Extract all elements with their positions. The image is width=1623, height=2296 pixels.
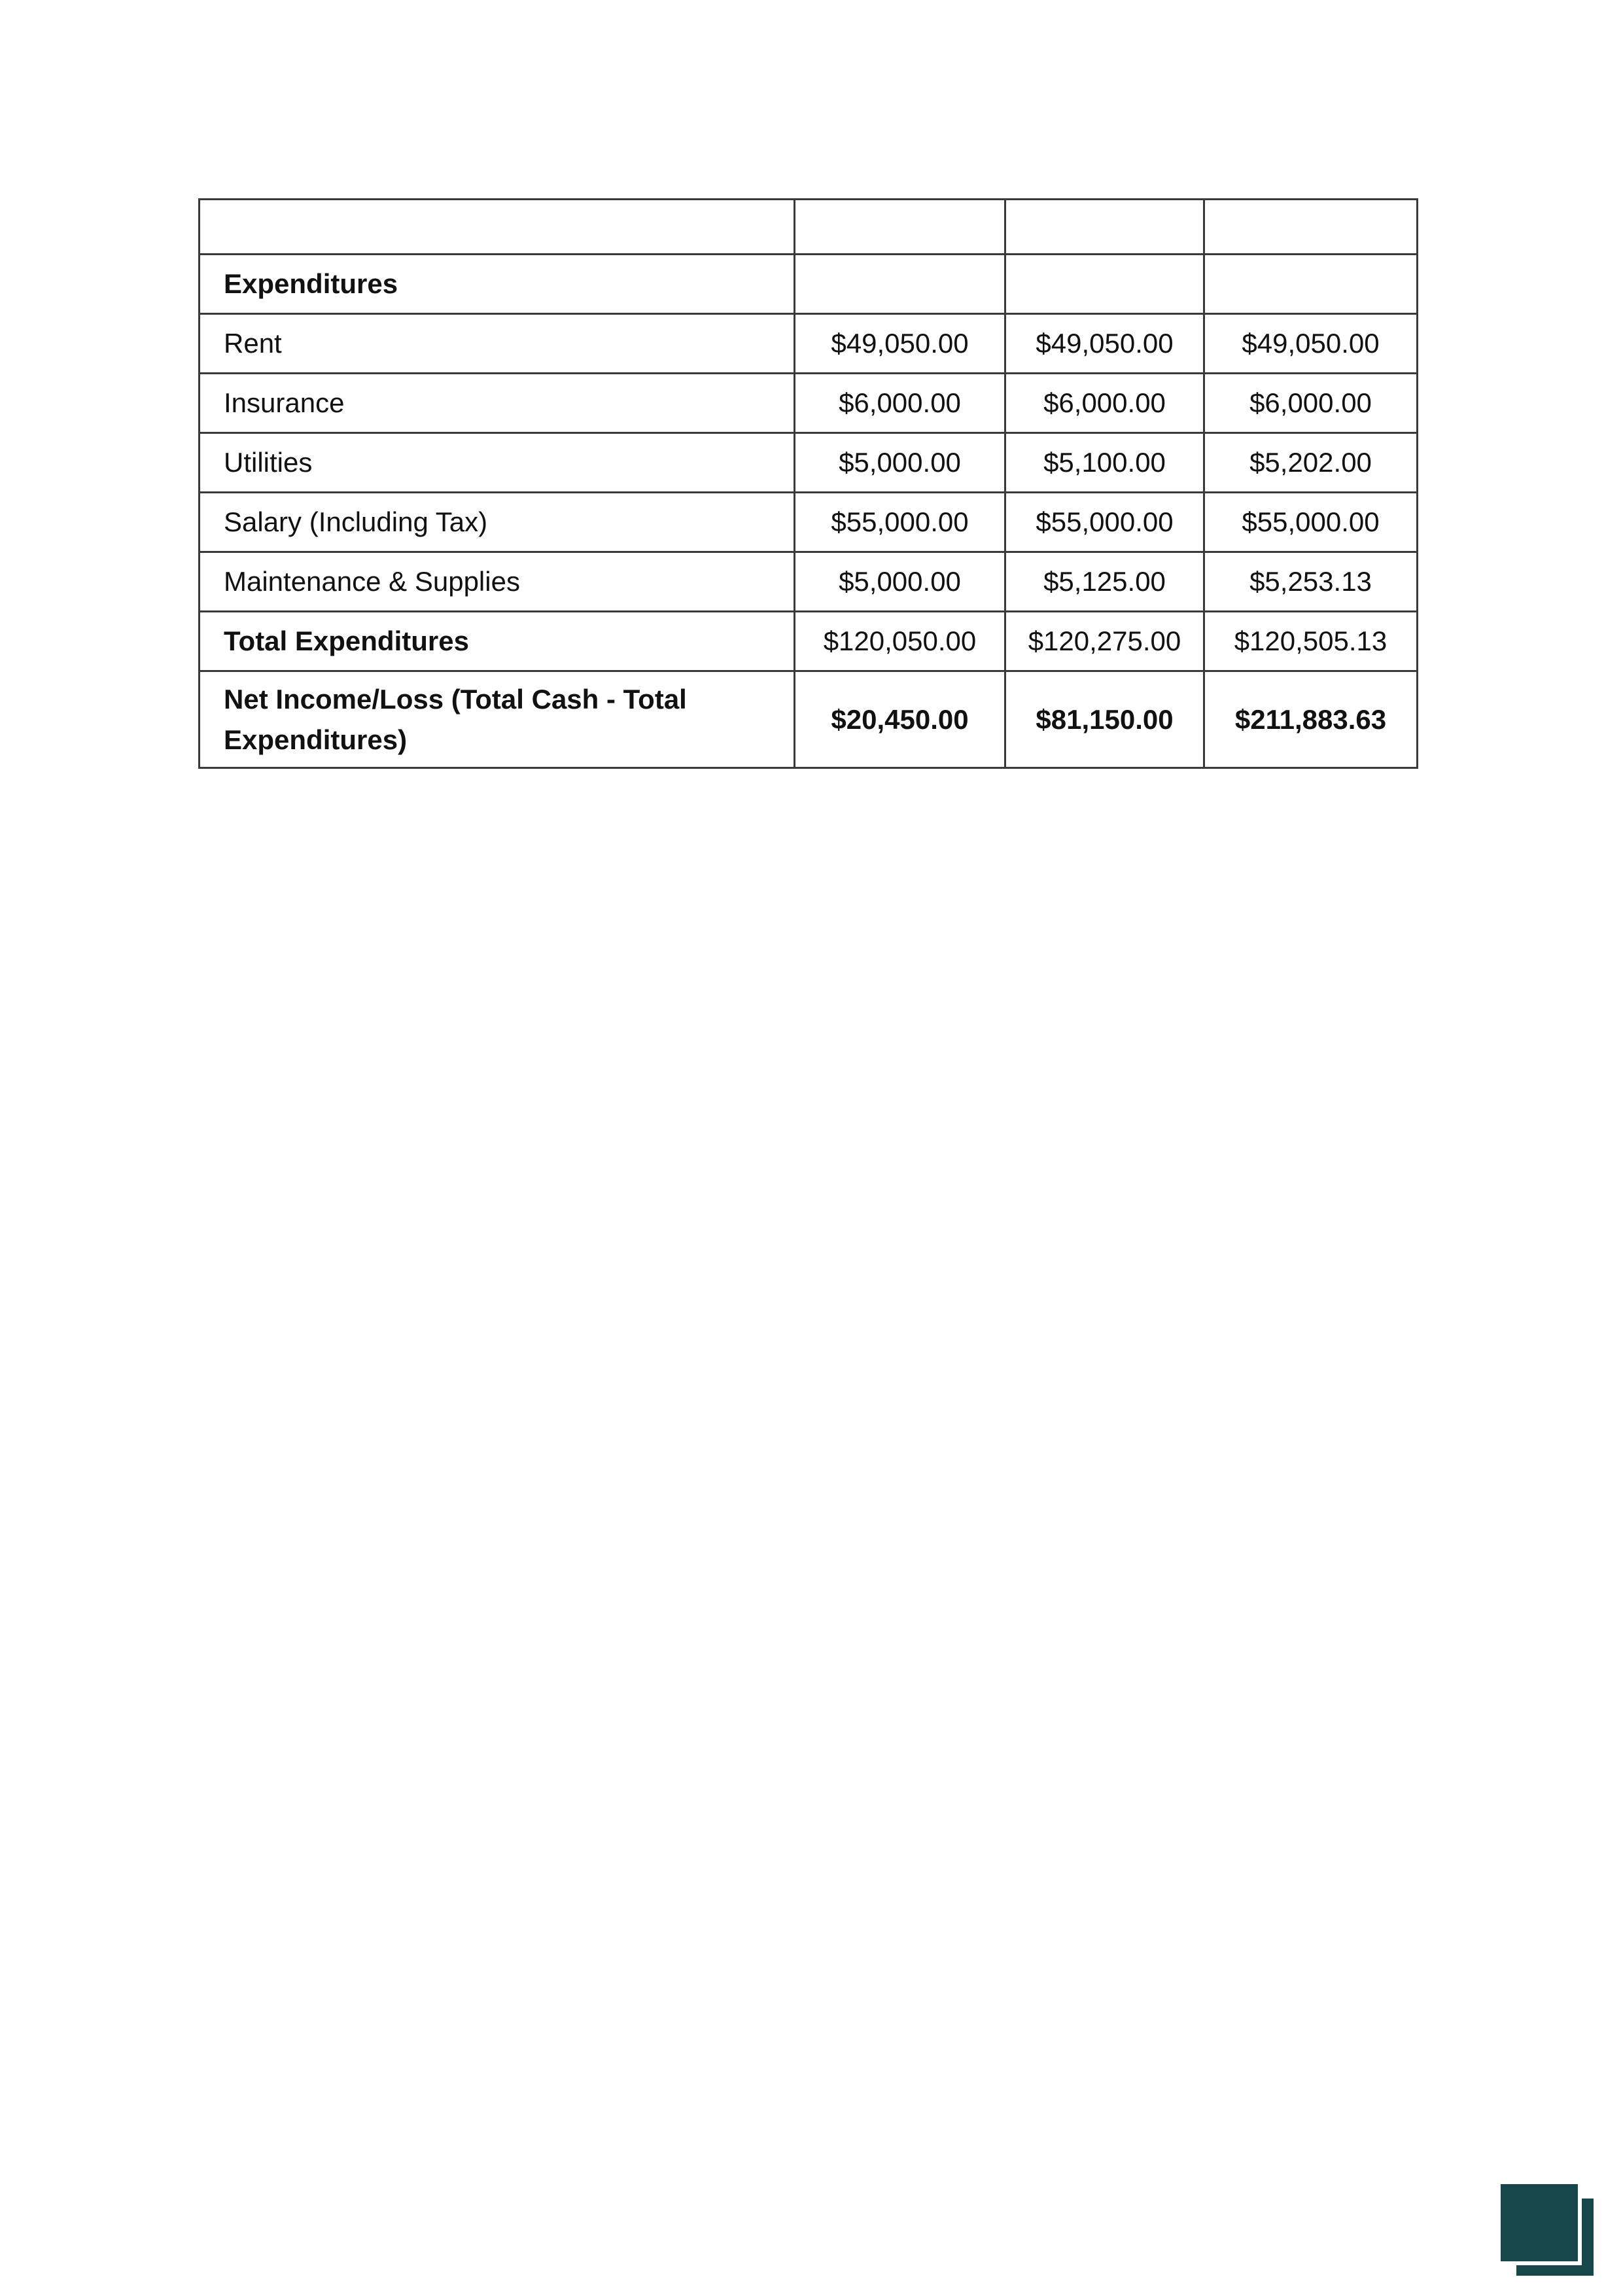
row-value: $5,253.13	[1204, 552, 1418, 612]
row-label: Utilities	[200, 433, 795, 493]
row-value: $49,050.00	[1204, 314, 1418, 374]
row-value: $55,000.00	[1005, 493, 1204, 552]
header-cell	[200, 200, 795, 255]
header-cell	[1204, 200, 1418, 255]
empty-cell	[1005, 255, 1204, 314]
row-label: Rent	[200, 314, 795, 374]
row-label: Salary (Including Tax)	[200, 493, 795, 552]
row-label: Maintenance & Supplies	[200, 552, 795, 612]
row-value: $6,000.00	[1005, 374, 1204, 433]
row-value: $5,100.00	[1005, 433, 1204, 493]
net-income-value: $81,150.00	[1005, 671, 1204, 768]
row-value: $49,050.00	[1005, 314, 1204, 374]
section-heading: Expenditures	[200, 255, 795, 314]
net-income-row	[200, 671, 1418, 768]
empty-cell	[795, 255, 1005, 314]
table-row	[200, 552, 1418, 612]
empty-cell	[1204, 255, 1418, 314]
table-row	[200, 433, 1418, 493]
net-income-value: $211,883.63	[1204, 671, 1418, 768]
row-value: $55,000.00	[1204, 493, 1418, 552]
header-cell	[795, 200, 1005, 255]
row-value: $5,202.00	[1204, 433, 1418, 493]
table-row	[200, 493, 1418, 552]
row-value: $55,000.00	[795, 493, 1005, 552]
row-value: $5,000.00	[795, 552, 1005, 612]
total-label: Total Expenditures	[200, 612, 795, 671]
row-value: $5,000.00	[795, 433, 1005, 493]
corner-decoration-front	[1501, 2184, 1578, 2261]
table-row	[200, 374, 1418, 433]
net-income-label: Net Income/Loss (Total Cash - Total Expenditures)	[200, 671, 795, 768]
total-row	[200, 612, 1418, 671]
section-heading-row	[200, 255, 1418, 314]
row-value: $49,050.00	[795, 314, 1005, 374]
row-value: $6,000.00	[1204, 374, 1418, 433]
total-value: $120,505.13	[1204, 612, 1418, 671]
total-value: $120,050.00	[795, 612, 1005, 671]
row-value: $5,125.00	[1005, 552, 1204, 612]
row-label: Insurance	[200, 374, 795, 433]
table-header-row	[200, 200, 1418, 255]
row-value: $6,000.00	[795, 374, 1005, 433]
header-cell	[1005, 200, 1204, 255]
total-value: $120,275.00	[1005, 612, 1204, 671]
table-row	[200, 314, 1418, 374]
expenditures-table	[198, 198, 1418, 769]
net-income-value: $20,450.00	[795, 671, 1005, 768]
